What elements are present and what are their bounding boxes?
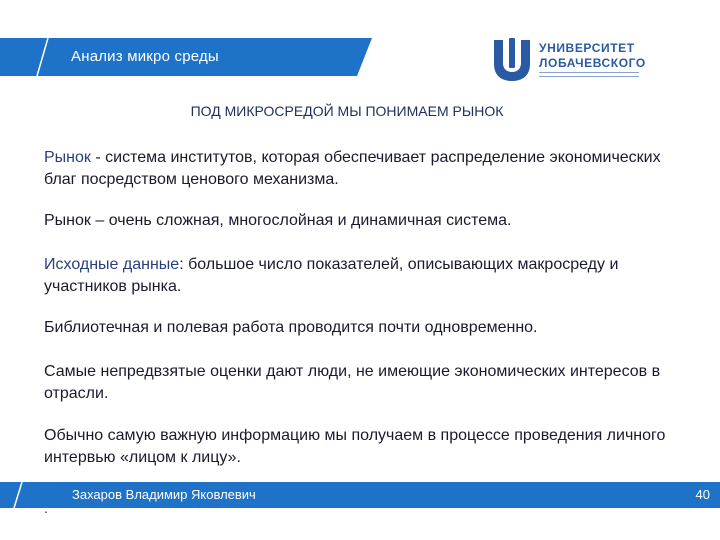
logo-underline (539, 72, 639, 77)
university-logo-icon (492, 38, 532, 82)
slide-section-title: Анализ микро среды (71, 48, 219, 65)
paragraph-interview: Обычно самую важную информацию мы получаем в процессе проведения личного интервью «лицом к лицу». (44, 427, 666, 466)
paragraph-market-definition (44, 147, 674, 191)
paragraph-unbiased-estimates: Самые непредвзятые оценки дают люди, не имеющие экономических интересов в отрасли. (44, 363, 661, 402)
slide-subtitle: ПОД МИКРОСРЕДОЙ МЫ ПОНИМАЕМ РЫНОК (190, 103, 504, 119)
paragraph-library-field-work: Библиотечная и полевая работа проводится почти одновременно. (44, 319, 538, 336)
paragraph-source-data (44, 254, 674, 298)
page-number: 40 (695, 487, 710, 502)
term-market: Рынок (44, 149, 91, 166)
footer-author: Захаров Владимир Яковлевич (72, 487, 256, 502)
footer-dot: . (44, 500, 48, 516)
logo-text-line1: УНИВЕРСИТЕТ (539, 41, 635, 55)
paragraph-text: : большое число показателей, описывающих макросреду и участников рынка. (44, 256, 619, 295)
term-source-data: Исходные данные (44, 256, 180, 273)
paragraph-market-complexity: Рынок – очень сложная, многослойная и динамичная система. (44, 212, 512, 229)
university-logo (492, 38, 652, 82)
paragraph-text: - система институтов, которая обеспечивает распределение экономических благ посредством ценового механизма. (44, 149, 661, 188)
logo-text-line2: ЛОБАЧЕВСКОГО (539, 56, 646, 70)
